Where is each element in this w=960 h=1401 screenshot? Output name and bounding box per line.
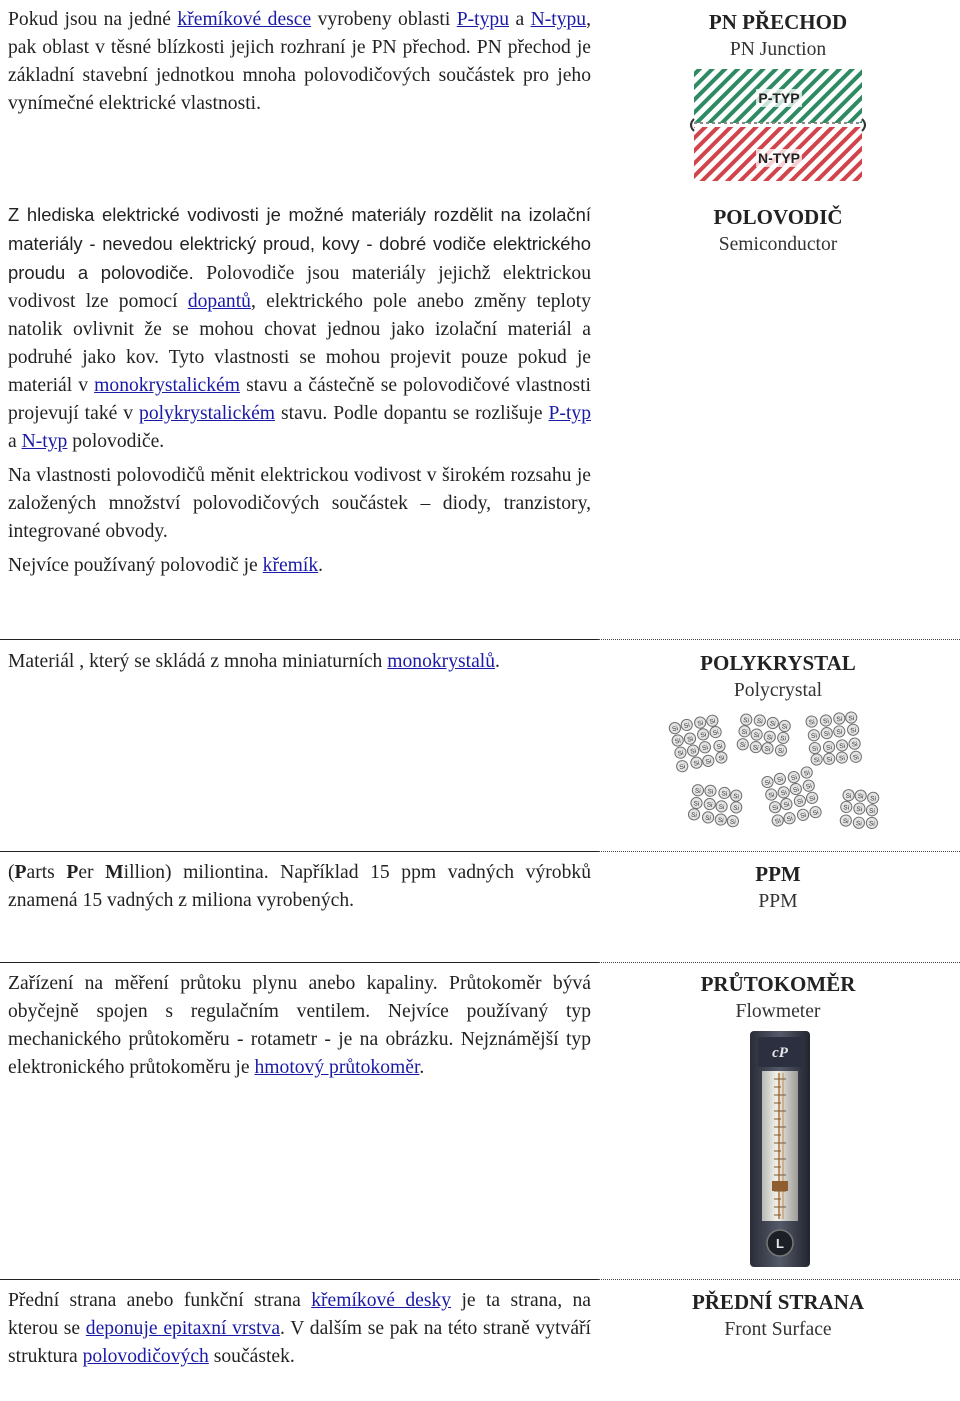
silicon-atom-label: Si: [752, 731, 760, 740]
silicon-atom-label: Si: [677, 749, 685, 758]
flowmeter-float: [772, 1181, 788, 1191]
text-run: stavu. Podle dopantu se rozlišuje: [275, 403, 549, 424]
silicon-atom-label: Si: [717, 816, 725, 825]
silicon-atom-label: Si: [701, 744, 709, 753]
term-translation: Front Surface: [724, 1319, 832, 1340]
term-ppm: [600, 860, 956, 916]
silicon-atom-label: Si: [826, 756, 833, 764]
silicon-atom-label: Si: [742, 716, 750, 725]
silicon-atom-label: Si: [822, 717, 830, 726]
silicon-atom-label: Si: [855, 820, 862, 828]
silicon-atom-label: Si: [704, 757, 713, 766]
flowmeter-knob-label: L: [776, 1236, 784, 1251]
silicon-atom-label: Si: [777, 747, 785, 756]
term-title: PRŮTOKOMĚR: [700, 972, 856, 996]
term-link[interactable]: P-typ: [548, 403, 591, 424]
silicon-atom-label: Si: [732, 792, 740, 801]
entry-paragraph: [8, 859, 591, 915]
silicon-atom-label: Si: [842, 817, 849, 826]
term-title: PŘEDNÍ STRANA: [691, 1290, 865, 1314]
entry-paragraph: [8, 462, 591, 546]
text-run: Zařízení na měření průtoku plynu anebo kapaliny. Průtokoměr bývá obyčejně spojen s regulačním ventilem. Nejvíce používaný typ mechanického průtokoměru - rotametr - je na obrázku. Nejznámější typ elektronického průtokoměru je: [8, 973, 591, 1078]
silicon-atom-label: Si: [808, 794, 817, 804]
term-title: POLYKRYSTAL: [700, 651, 856, 675]
term-link[interactable]: N-typ: [21, 431, 68, 452]
text-run: stavu a částečně se polovodičové vlastnosti projevují také v: [8, 375, 591, 424]
silicon-atom-label: Si: [782, 801, 791, 810]
text-run: vyrobeny oblasti: [311, 9, 457, 30]
entry-paragraph: [8, 970, 591, 1082]
text-run: (: [8, 862, 15, 883]
term-title: PN PŘECHOD: [708, 10, 848, 34]
silicon-atom-label: Si: [843, 804, 850, 812]
silicon-atom-label: Si: [869, 795, 877, 803]
silicon-atom-label: Si: [716, 743, 724, 752]
silicon-atom-label: Si: [740, 728, 748, 737]
silicon-atom-label: Si: [823, 730, 831, 738]
silicon-atom-label: Si: [845, 792, 852, 801]
text-run: er: [78, 862, 106, 883]
silicon-atom-label: Si: [752, 744, 760, 753]
silicon-atom-label: Si: [671, 725, 679, 734]
flowmeter-logo: cP: [772, 1045, 788, 1061]
term-polycrystal: [600, 649, 956, 705]
term-flowmeter: [600, 970, 956, 1026]
text-run: a: [8, 431, 22, 452]
silicon-atom-label: Si: [825, 744, 833, 752]
silicon-atom-label: Si: [781, 723, 788, 732]
term-link[interactable]: křemíkové desky: [311, 1290, 452, 1311]
silicon-atom-label: Si: [693, 759, 701, 768]
silicon-atom-label: Si: [718, 754, 726, 763]
entry-text-flowmeter: [8, 970, 591, 1082]
term-link[interactable]: deponuje epitaxní vrstva: [85, 1318, 281, 1339]
text-run: součástek.: [208, 1346, 295, 1367]
silicon-atom-label: Si: [686, 735, 694, 744]
entry-paragraph: [8, 6, 591, 118]
text-run: Pokud jsou na jedné: [8, 9, 178, 30]
text-run: . V dalším se pak na této straně vytváří struktura: [8, 1318, 592, 1367]
entry-text-ppm: [8, 859, 591, 915]
silicon-atom-label: Si: [849, 727, 857, 735]
silicon-atom-label: Si: [766, 733, 774, 742]
silicon-atom-label: Si: [683, 721, 691, 731]
silicon-atom-label: Si: [712, 729, 720, 738]
silicon-atom-label: Si: [790, 774, 798, 783]
silicon-atom-label: Si: [852, 754, 860, 762]
term-link[interactable]: monokrystalů: [387, 651, 496, 672]
text-run: Nejvíce používaný polovodič je: [8, 555, 263, 576]
silicon-atom-label: Si: [868, 807, 876, 816]
silicon-atom-label: Si: [674, 737, 682, 746]
term-title: POLOVODIČ: [713, 205, 843, 229]
term-front-surface: [600, 1288, 956, 1344]
entry-text-front-surface: [8, 1287, 591, 1371]
silicon-atom-label: Si: [796, 797, 804, 807]
silicon-atom-label: Si: [706, 788, 714, 796]
silicon-atom-label: Si: [774, 817, 782, 826]
term-link[interactable]: N-typu: [530, 9, 587, 30]
silicon-atom-label: Si: [764, 779, 772, 788]
entry-paragraph: [8, 552, 591, 580]
crystal-grain: [667, 713, 728, 773]
silicon-atom-label: Si: [739, 741, 747, 750]
term-link[interactable]: polykrystalickém: [139, 403, 276, 424]
text-run: Polovodiče jsou materiály jejichž elektrickou vodivost lze pomocí: [8, 263, 591, 312]
term-link[interactable]: monokrystalickém: [94, 375, 240, 396]
silicon-atom-label: Si: [848, 714, 855, 723]
silicon-atom-label: Si: [706, 801, 713, 810]
silicon-atom-label: Si: [696, 719, 704, 728]
silicon-atom-label: Si: [803, 769, 811, 778]
text-run: , pak oblast v těsné blízkosti jejich rozhraní je PN přechod. PN přechod je základní stavební jednotkou mnoha polovodičových součástek pro jeho vynímečné elektrické vlastnosti.: [8, 9, 591, 114]
silicon-atom-label: Si: [771, 804, 779, 813]
text-run: , elektrického pole anebo změny teploty natolik ovlivnit že se mohou chovat jednou jako izolační materiál a podruhé jako kov. Tyto vlastnosti se mohou projevit pouze pokud je materiál v: [8, 291, 591, 396]
silicon-atom-label: Si: [810, 732, 818, 741]
silicon-atom-label: Si: [805, 782, 813, 791]
silicon-atom-label: Si: [692, 800, 700, 808]
silicon-atom-label: Si: [763, 745, 771, 754]
silicon-atom-label: Si: [732, 804, 740, 813]
entry-text-semiconductor: [8, 201, 591, 580]
silicon-atom-label: Si: [699, 731, 707, 740]
text-run: .: [495, 651, 500, 672]
silicon-atom-label: Si: [779, 734, 787, 743]
entry-paragraph: [8, 201, 591, 456]
text-run: a: [509, 9, 531, 30]
crystal-grain: [761, 765, 824, 828]
term-link[interactable]: hmotový průtokoměr: [254, 1057, 420, 1078]
text-run: M: [105, 862, 124, 883]
crystal-grain: [805, 711, 862, 767]
silicon-atom-label: Si: [678, 763, 686, 772]
text-run: Z hlediska elektrické vodivosti je možné materiály rozdělit na izolační materiály - nevedou elektrický proud, kovy - dobré vodiče elektrického proudu a polovodiče.: [8, 204, 591, 283]
term-pn-junction: [600, 8, 956, 64]
text-run: Přední strana anebo funkční strana: [8, 1290, 312, 1311]
silicon-atom-label: Si: [756, 717, 764, 726]
term-translation: PN Junction: [729, 39, 827, 60]
silicon-atom-label: Si: [769, 720, 777, 729]
text-run: .: [318, 555, 324, 576]
text-run: Na vlastnosti polovodičů měnit elektrickou vodivost v širokém rozsahu je založených množství polovodičových součástek – diody, tranzistory, integrované obvody.: [8, 465, 591, 542]
text-run: P: [14, 862, 27, 883]
silicon-atom-label: Si: [851, 740, 858, 749]
crystal-grain: [735, 712, 792, 758]
term-link[interactable]: křemík: [262, 555, 319, 576]
text-run: illion) miliontina. Například 15 ppm vadných výrobků znamená 15 vadných z miliona vyrobených.: [8, 862, 591, 911]
term-link[interactable]: polovodičových: [82, 1346, 209, 1367]
entry-paragraph: [8, 648, 591, 676]
term-translation: PPM: [758, 891, 798, 912]
entry-paragraph: [8, 1287, 591, 1371]
term-link[interactable]: křemíkové desce: [177, 9, 312, 30]
silicon-atom-label: Si: [729, 818, 737, 827]
text-run: polovodiče.: [67, 431, 165, 452]
text-run: .: [419, 1057, 425, 1078]
crystal-grain: [688, 783, 745, 828]
silicon-atom-label: Si: [838, 754, 846, 763]
term-link[interactable]: dopantů: [187, 291, 251, 312]
text-run: P: [66, 862, 79, 883]
silicon-atom-label: Si: [856, 805, 863, 814]
silicon-atom-label: Si: [709, 717, 717, 726]
term-translation: Flowmeter: [735, 1001, 821, 1022]
silicon-atom-label: Si: [799, 811, 807, 820]
silicon-atom-label: Si: [704, 814, 712, 823]
text-run: Materiál , který se skládá z mnoha miniaturních: [8, 651, 388, 672]
term-semiconductor: [600, 203, 956, 259]
silicon-atom-label: Si: [776, 775, 784, 785]
silicon-atom-label: Si: [689, 747, 697, 756]
silicon-atom-label: Si: [812, 809, 820, 818]
silicon-atom-label: Si: [836, 728, 843, 737]
silicon-atom-label: Si: [811, 745, 819, 753]
silicon-atom-label: Si: [780, 789, 788, 798]
silicon-atom-label: Si: [786, 815, 794, 824]
silicon-atom-label: Si: [838, 742, 846, 751]
silicon-atom-label: Si: [868, 820, 875, 828]
silicon-atom-label: Si: [808, 718, 816, 727]
silicon-atom-label: Si: [836, 715, 843, 724]
silicon-atom-label: Si: [813, 756, 821, 765]
p-type-label: P-TYP: [758, 90, 800, 106]
term-title: PPM: [755, 862, 801, 886]
silicon-atom-label: Si: [718, 803, 725, 812]
crystal-grain: [839, 788, 880, 829]
silicon-atom-label: Si: [690, 811, 698, 820]
n-type-label: N-TYP: [758, 150, 800, 166]
entry-text-pn-junction: [8, 6, 591, 118]
term-translation: Polycrystal: [733, 680, 823, 701]
entry-text-polycrystal: [8, 648, 591, 676]
silicon-atom-label: Si: [767, 791, 776, 800]
flowmeter-image: [746, 1031, 814, 1267]
pn-junction-diagram: [686, 67, 868, 183]
silicon-atom-label: Si: [857, 793, 864, 801]
term-translation: Semiconductor: [718, 234, 838, 255]
polycrystal-diagram: [664, 705, 892, 841]
text-run: arts: [26, 862, 67, 883]
silicon-atom-label: Si: [694, 787, 702, 796]
silicon-atom-label: Si: [792, 786, 800, 795]
text-run: je ta strana, na kterou se: [8, 1290, 591, 1339]
term-link[interactable]: P-typu: [456, 9, 509, 30]
silicon-atom-label: Si: [720, 790, 728, 798]
